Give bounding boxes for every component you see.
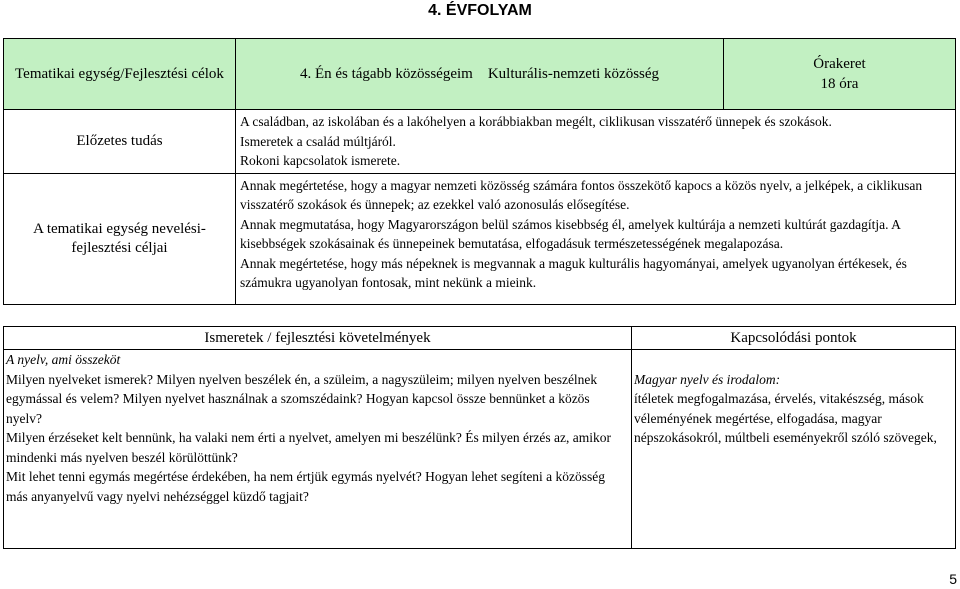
topic-header-row — [4, 39, 956, 110]
topic-title-cell — [236, 39, 724, 110]
requirements-header-row — [4, 327, 956, 350]
hours-label: Órakeret — [813, 56, 866, 72]
topic-label: Tematikai egység/Fejlesztési célok — [15, 65, 224, 82]
goal-item: Annak megértetése, hogy a magyar nemzeti közösség számára fontos összekötő kapocs a közös nyelv, a jelképek, a ciklikusan visszatérő szokások és ünnepek; az ezekkel való azonosulás elősegítése. — [240, 177, 923, 212]
connections-subtitle: Magyar nyelv és irodalom: — [634, 371, 781, 387]
requirements-content-row — [4, 350, 956, 549]
connections-header-cell — [632, 327, 956, 350]
page-title: 4. ÉVFOLYAM — [428, 2, 532, 19]
requirement-item: Milyen nyelveket ismerek? Milyen nyelven beszélek én, a szüleim, a nagyszüleim; milyen nyelven beszélnek egymással és velem? Milyen nyelvet használnak a szomszédaink? Hogyan kapcsol össze bennünket a közös nyelv? — [6, 371, 598, 426]
prior-knowledge-row — [4, 110, 956, 174]
connections-text: ítéletek megfogalmazása, érvelés, vitakészség, mások véleményének megértése, elfogadása, magyar népszokásokról, múltbeli eseményekről szóló szövegek, — [634, 391, 937, 445]
topic-title: 4. Én és tágabb közösségeim Kulturális-nemzeti közösség — [299, 65, 660, 82]
topic-label-cell — [4, 39, 236, 110]
topic-table — [3, 38, 956, 305]
requirements-cell — [4, 350, 632, 549]
prior-knowledge-item: Ismeretek a család múltjáról. — [240, 133, 396, 149]
prior-knowledge-cell — [236, 110, 956, 174]
prior-knowledge-item: Rokoni kapcsolatok ismerete. — [240, 153, 401, 168]
goals-cell — [236, 173, 956, 304]
goals-label: A tematikai egység nevelési-fejlesztési céljai — [33, 220, 206, 256]
hours-cell — [724, 39, 956, 110]
requirements-subtitle: A nyelv, ami összeköt — [6, 352, 121, 367]
prior-knowledge-label: Előzetes tudás — [76, 132, 163, 149]
requirement-item: Mit lehet tenni egymás megértése érdekében, ha nem értjük egymás nyelvét? Hogyan lehet segíteni a közösség más anyanyelvű vagy nyelvi nehézséggel küzdő tagjait? — [6, 469, 606, 504]
requirements-header-cell — [4, 327, 632, 350]
prior-knowledge-label-cell — [4, 110, 236, 174]
goal-item: Annak megértetése, hogy más népeknek is megvannak a maguk kulturális hagyományai, amelyek ugyanolyan értékesek, és számukra ugyanolyan fontosak, mint nekünk a mieink. — [240, 255, 907, 290]
connections-cell — [632, 350, 956, 549]
goal-item: Annak megmutatása, hogy Magyarországon belül számos kisebbség él, amelyek kultúrája a nemzeti kultúrát gazdagítja. A kisebbségek szokásainak és ünnepeinek bemutatása, elfogadásuk természetességének megalapozása. — [240, 216, 901, 251]
requirement-item: Milyen érzéseket kelt bennünk, ha valaki nem érti a nyelvet, amelyen mi beszélünk? És milyen érzés az, amikor mindenki más nyelven beszél körülöttünk? — [6, 430, 612, 465]
goals-row — [4, 173, 956, 304]
requirements-table — [3, 326, 956, 549]
goals-label-cell — [4, 173, 236, 304]
requirements-header: Ismeretek / fejlesztési követelmények — [204, 330, 431, 346]
connections-header: Kapcsolódási pontok — [730, 330, 857, 346]
page-number: 5 — [949, 571, 957, 587]
prior-knowledge-item: A családban, az iskolában és a lakóhelyen a korábbiakban megélt, ciklikusan visszatérő ünnepek és szokások. — [240, 114, 832, 129]
hours-value: 18 óra — [820, 76, 859, 92]
